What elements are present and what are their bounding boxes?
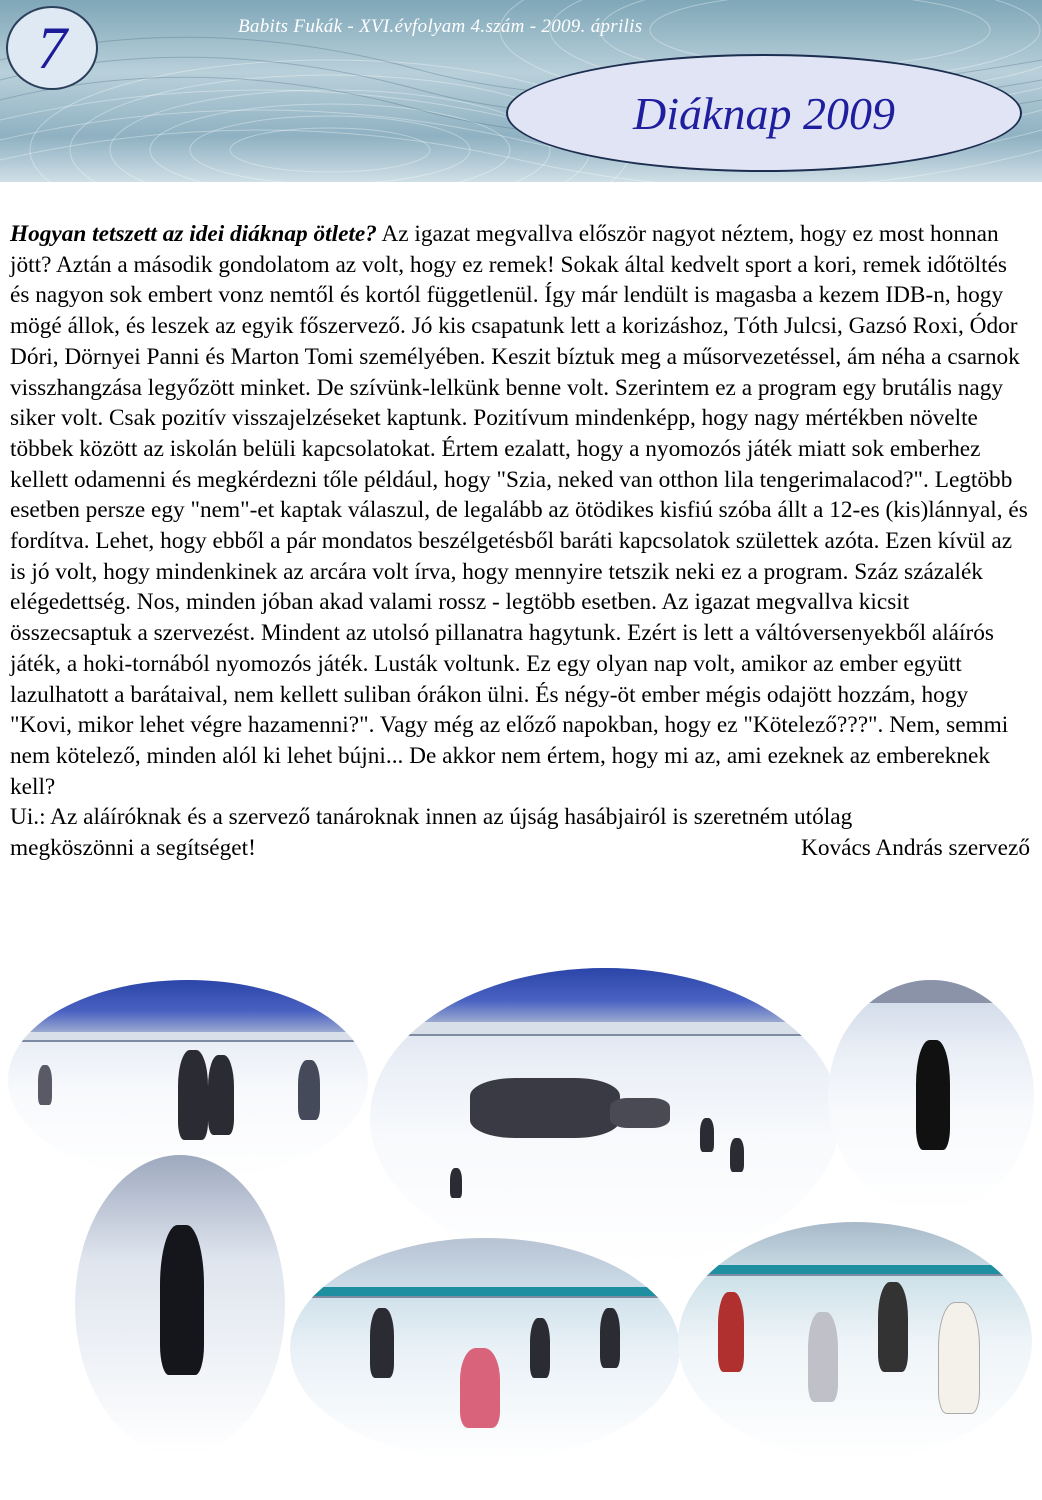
title-badge	[506, 54, 1022, 172]
article-body: Az igazat megvallva először nagyot néztem, hogy ez most honnan jött? Aztán a második gondolatom az volt, hogy ez remek! Sokak által kedvelt sport a kori, remek időtöltés és nagyon sok embert vonz nemtől és kortól függetlenül. Így már lendült is magasba a kezem IDB-n, hogy mögé állok, és leszek az egyik főszervező. Jó kis csapatunk lett a korizáshoz, Tóth Julcsi, Gazsó Roxi, Ódor Dóri, Dörnyei Panni és Marton Tomi személyében. Keszit bíztuk meg a műsorvezetéssel, ám néha a csarnok visszhangzása legyőzött minket. De szívünk-lelkünk benne volt. Szerintem ez a program egy brutális nagy siker volt. Csak pozitív visszajelzéseket kaptunk. Pozitívum mindenképp, hogy nagy mértékben növelte többek között az iskolán belüli kapcsolatokat. Értem ezalatt, hogy a nyomozós játék miatt sok emberhez kellett odamenni és megkérdezni tőle például, hogy "Szia, neked van otthon lila tengerimalacod?". Legtöbb esetben persze egy "nem"-et kaptak válaszul, de legalább az ötödikes kisfiú szóba állt a 12-es (kis)lánnyal, és fordítva. Lehet, hogy ebből a pár mondatos beszélgetésből baráti kapcsolatok születtek azóta. Ezen kívül az is jó volt, hogy mindenkinek az arcára volt írva, hogy mennyire tetszik neki ez a program. Száz százalék elégedettség. Nos, minden jóban akad valami rossz - legtöbb esetben. Az igazat megvallva kicsit összecsaptuk a szervezést. Mindent az utolsó pillanatra hagytunk. Ezért is lett a váltóversenyekből aláírós játék, a hoki-tornából nyomozós játék. Lusták voltunk. Ez egy olyan nap volt, amikor az ember együtt lazulhatott a barátaival, nem kellett suliban órákon ülni. És négy-öt ember mégis odajött hozzám, hogy "Kovi, mikor lehet végre hazamenni?". Vagy még az előző napokban, hogy ez "Kötelező???". Nem, semmi nem kötelező, minden alól ki lehet bújni... De akkor nem értem, hogy mi az, ami ezeknek az embereknek kell?	[10, 221, 1028, 800]
header-banner	[0, 0, 1042, 182]
issue-line: Babits Fukák - XVI.évfolyam 4.szám - 2009. április	[238, 16, 643, 37]
page-number-badge	[6, 6, 98, 90]
skaters-group-photo	[8, 980, 368, 1180]
ice-rink-crowd-photo	[370, 968, 840, 1268]
article-body-paragraph	[10, 219, 1030, 802]
article	[10, 219, 1030, 864]
skaters-foreground-photo	[678, 1222, 1032, 1460]
figure-skater-girl-photo	[828, 980, 1034, 1212]
photo-collage	[0, 960, 1042, 1500]
page-number: 7	[37, 15, 67, 81]
signature: Kovács András szervező	[801, 835, 1030, 862]
skaters-crowd-photo	[290, 1238, 680, 1460]
postscript: Ui.: Az aláíróknak és a szervező tanároknak innen az újság hasábjairól is szeretném utólag	[10, 804, 853, 831]
postscript-row	[10, 833, 1030, 864]
figure-skater-boy-photo	[75, 1155, 285, 1455]
page-title: Diáknap 2009	[633, 87, 895, 139]
postscript-end: megköszönni a segítséget!	[10, 835, 256, 862]
article-lead: Hogyan tetszett az idei diáknap ötlete?	[10, 221, 377, 247]
